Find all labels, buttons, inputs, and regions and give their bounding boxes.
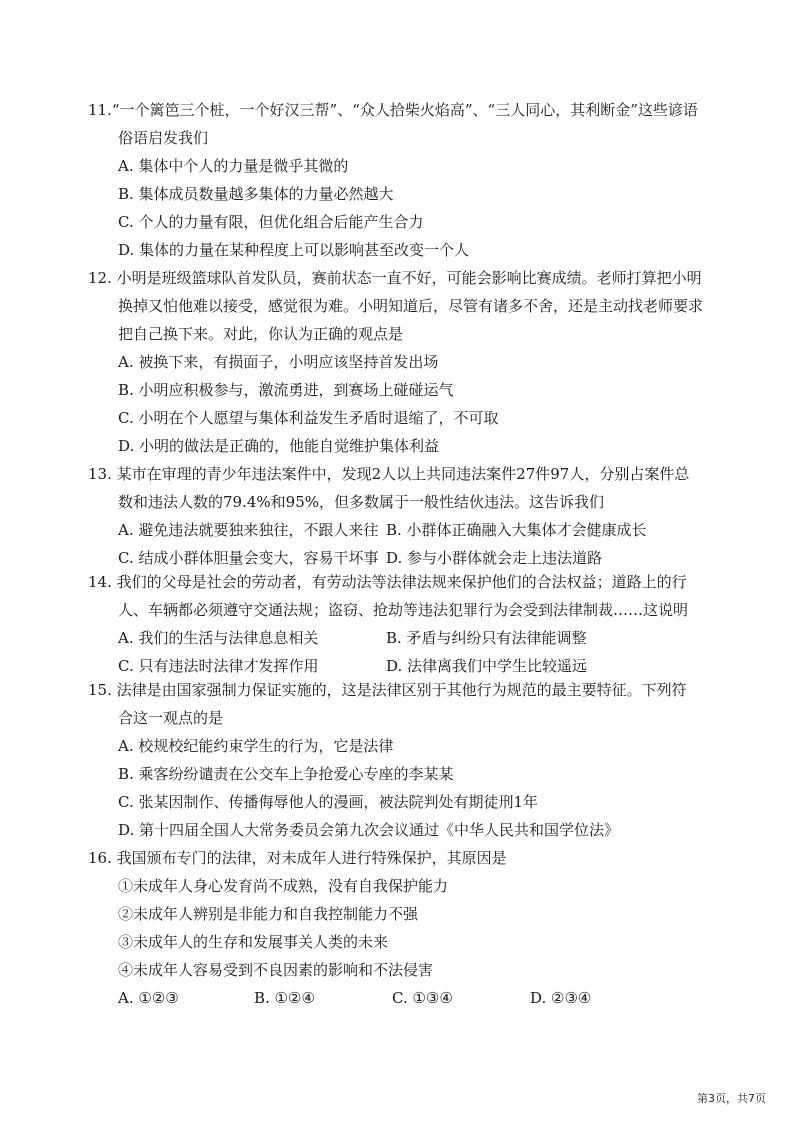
question-stem: 把自己换下来。对此，你认为正确的观点是 <box>118 325 404 343</box>
question-stem: 16. 我国颁布专门的法律，对未成年人进行特殊保护，其原因是 <box>88 849 507 867</box>
question-stem: 11.“一个篱笆三个桩，一个好汉三帮”、“众人拾柴火焰高”、“三人同心，其利断金”这些谚语 <box>88 101 698 119</box>
option-c: C. ①③④ <box>392 989 453 1007</box>
option-c: C. 张某因制作、传播侮辱他人的漫画，被法院判处有期徒刑1年 <box>118 793 539 811</box>
option-b: B. 乘客纷纷谴责在公交车上争抢爱心专座的李某某 <box>118 765 454 783</box>
statement-2: ②未成年人辨别是非能力和自我控制能力不强 <box>118 905 419 923</box>
option-a: A. 避免违法就要独来独往，不跟人来往 <box>118 521 379 539</box>
option-d: D. 集体的力量在某种程度上可以影响甚至改变一个人 <box>118 241 470 259</box>
question-stem: 合这一观点的是 <box>118 709 224 727</box>
statement-1: ①未成年人身心发育尚不成熟，没有自我保护能力 <box>118 877 449 895</box>
option-b: B. 矛盾与纠纷只有法律能调整 <box>386 629 587 647</box>
option-row <box>88 984 708 1012</box>
statement-3: ③未成年人的生存和发展事关人类的未来 <box>118 933 389 951</box>
option-b: B. ①②④ <box>254 989 315 1007</box>
option-c: C. 结成小群体胆量会变大，容易干坏事 <box>118 549 379 567</box>
question-stem: 12. 小明是班级篮球队首发队员，赛前状态一直不好，可能会影响比赛成绩。老师打算把小明 <box>88 269 702 287</box>
option-a: A. 被换下来，有损面子，小明应该坚持首发出场 <box>118 353 439 371</box>
question-12 <box>88 264 708 460</box>
question-stem: 人、车辆都必须遵守交通法规；盗窃、抢劫等违法犯罪行为会受到法律制裁……这说明 <box>118 601 689 619</box>
option-c: C. 只有违法时法律才发挥作用 <box>118 657 319 675</box>
option-b: B. 小群体正确融入大集体才会健康成长 <box>386 521 647 539</box>
question-stem: 数和违法人数的79.4%和95%，但多数属于一般性结伙违法。这告诉我们 <box>118 493 604 511</box>
option-row <box>88 516 708 544</box>
option-a: A. 集体中个人的力量是微乎其微的 <box>118 157 349 175</box>
option-c: C. 小明在个人愿望与集体利益发生矛盾时退缩了，不可取 <box>118 409 499 427</box>
option-a: A. ①②③ <box>118 989 179 1007</box>
question-16 <box>88 844 708 1012</box>
option-d: D. 参与小群体就会走上违法道路 <box>386 549 603 567</box>
page-number: 第3页，共7页 <box>697 1092 766 1105</box>
option-d: D. 第十四届全国人大常务委员会第九次会议通过《中华人民共和国学位法》 <box>118 821 620 839</box>
question-14 <box>88 568 708 680</box>
question-15 <box>88 676 708 844</box>
option-d: D. 法律离我们中学生比较遥远 <box>386 657 588 675</box>
option-row <box>88 624 708 652</box>
question-stem: 13. 某市在审理的青少年违法案件中，发现2人以上共同违法案件27件97人，分别占案件总 <box>88 465 690 483</box>
question-stem: 15. 法律是由国家强制力保证实施的，这是法律区别于其他行为规范的最主要特征。下列符 <box>88 681 687 699</box>
question-stem: 俗语启发我们 <box>118 129 209 147</box>
question-stem: 14. 我们的父母是社会的劳动者，有劳动法等法律法规来保护他们的合法权益；道路上的行 <box>88 573 687 591</box>
option-d: D. ②③④ <box>530 989 592 1007</box>
option-b: B. 小明应积极参与，激流勇进，到赛场上碰碰运气 <box>118 381 454 399</box>
option-d: D. 小明的做法是正确的，他能自觉维护集体利益 <box>118 437 440 455</box>
option-b: B. 集体成员数量越多集体的力量必然越大 <box>118 185 394 203</box>
option-a: A. 我们的生活与法律息息相关 <box>118 629 319 647</box>
question-11 <box>88 96 708 264</box>
question-stem: 换掉又怕他难以接受，感觉很为难。小明知道后，尽管有诸多不舍，还是主动找老师要求 <box>118 297 704 315</box>
statement-4: ④未成年人容易受到不良因素的影响和不法侵害 <box>118 961 434 979</box>
option-a: A. 校规校纪能约束学生的行为，它是法律 <box>118 737 394 755</box>
question-13 <box>88 460 708 572</box>
option-c: C. 个人的力量有限，但优化组合后能产生合力 <box>118 213 424 231</box>
